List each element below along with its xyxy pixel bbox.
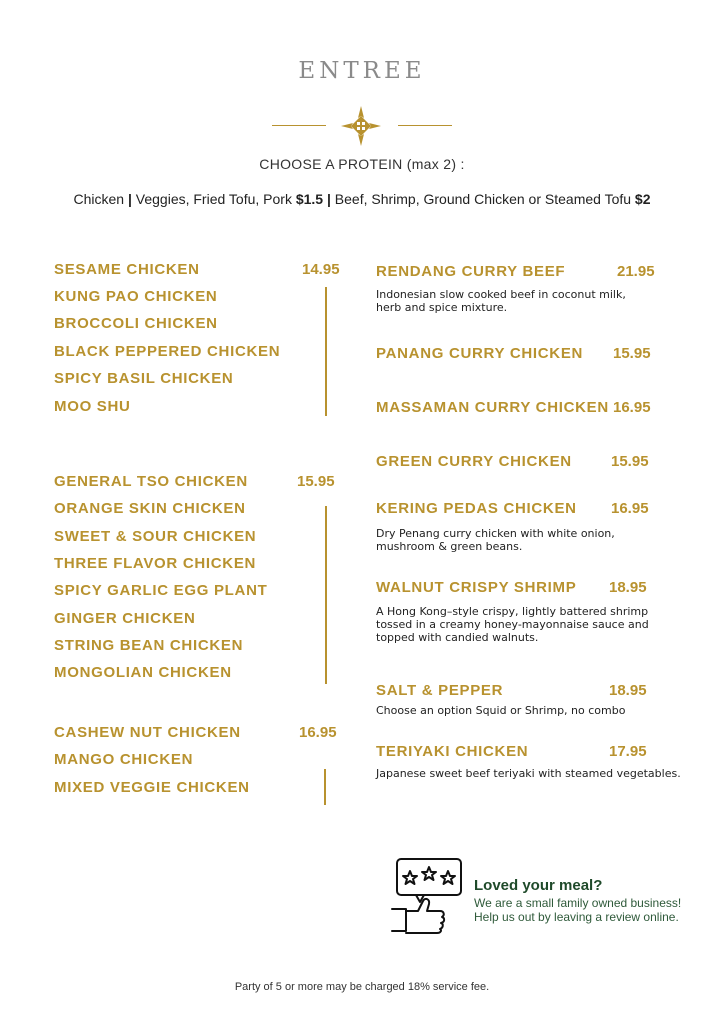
menu-item: SWEET & SOUR CHICKEN — [54, 528, 257, 545]
menu-item: SALT & PEPPER — [376, 682, 504, 699]
menu-item: STRING BEAN CHICKEN — [54, 637, 244, 654]
menu-item: TERIYAKI CHICKEN — [376, 743, 529, 760]
group-price: 15.95 — [297, 473, 335, 490]
price-bracket-line — [325, 506, 327, 684]
group-price: 14.95 — [302, 261, 340, 278]
menu-item: SPICY GARLIC EGG PLANT — [54, 582, 268, 599]
menu-item: MIXED VEGGIE CHICKEN — [54, 779, 250, 796]
menu-item: GENERAL TSO CHICKEN — [54, 473, 248, 490]
item-price: 15.95 — [613, 345, 651, 362]
protein-group-3: Beef, Shrimp, Ground Chicken or Steamed Tofu — [334, 191, 632, 207]
menu-item: GINGER CHICKEN — [54, 610, 196, 627]
menu-item: SPICY BASIL CHICKEN — [54, 370, 234, 387]
ornament-icon — [340, 105, 382, 147]
review-stars-thumbs-up-icon — [390, 857, 466, 935]
menu-item: CASHEW NUT CHICKEN — [54, 724, 241, 741]
description-line: Choose an option Squid or Shrimp, no combo — [376, 704, 626, 717]
description-line: A Hong Kong–style crispy, lightly battered shrimp — [376, 605, 649, 618]
description-line: tossed in a creamy honey-mayonnaise sauce and — [376, 618, 649, 631]
menu-item: SESAME CHICKEN — [54, 261, 200, 278]
item-description — [376, 527, 615, 553]
item-price: 17.95 — [609, 743, 647, 760]
review-heading: Loved your meal? — [474, 877, 603, 894]
protein-instruction: CHOOSE A PROTEIN (max 2) : — [259, 156, 465, 172]
review-message — [474, 896, 681, 924]
price-bracket-line — [324, 769, 326, 805]
divider-right — [398, 125, 452, 126]
review-line: Help us out by leaving a review online. — [474, 910, 679, 924]
divider-left — [272, 125, 326, 126]
menu-item: MOO SHU — [54, 398, 131, 415]
menu-item: KUNG PAO CHICKEN — [54, 288, 218, 305]
menu-item: PANANG CURRY CHICKEN — [376, 345, 584, 362]
menu-item: ORANGE SKIN CHICKEN — [54, 500, 246, 517]
menu-item: MASSAMAN CURRY CHICKEN — [376, 399, 609, 416]
description-line: topped with candied walnuts. — [376, 631, 539, 644]
menu-item: WALNUT CRISPY SHRIMP — [376, 579, 577, 596]
item-price: 18.95 — [609, 579, 647, 596]
item-price: 15.95 — [611, 453, 649, 470]
menu-item: BROCCOLI CHICKEN — [54, 315, 218, 332]
protein-group-2-price: $1.5 — [295, 191, 324, 207]
group-price: 16.95 — [299, 724, 337, 741]
service-fee-note: Party of 5 or more may be charged 18% service fee. — [234, 981, 490, 993]
menu-item: KERING PEDAS CHICKEN — [376, 500, 577, 517]
description-line: Japanese sweet beef teriyaki with steamed vegetables. — [376, 767, 681, 780]
separator: | — [326, 191, 331, 207]
protein-group-2: Veggies, Fried Tofu, Pork — [135, 191, 292, 207]
description-line: Indonesian slow cooked beef in coconut milk, — [376, 288, 626, 301]
protein-group-3-price: $2 — [634, 191, 651, 207]
menu-item: MANGO CHICKEN — [54, 751, 194, 768]
item-description — [376, 767, 681, 780]
item-description — [376, 605, 649, 644]
description-line: mushroom & green beans. — [376, 540, 523, 553]
description-line: Dry Penang curry chicken with white onion, — [376, 527, 615, 540]
item-price: 18.95 — [609, 682, 647, 699]
menu-item: THREE FLAVOR CHICKEN — [54, 555, 257, 572]
protein-options — [0, 191, 724, 207]
menu-item: GREEN CURRY CHICKEN — [376, 453, 572, 470]
menu-item: MONGOLIAN CHICKEN — [54, 664, 232, 681]
item-description — [376, 288, 626, 314]
item-price: 16.95 — [611, 500, 649, 517]
menu-item: BLACK PEPPERED CHICKEN — [54, 343, 281, 360]
review-line: We are a small family owned business! — [474, 896, 682, 910]
item-price: 16.95 — [613, 399, 651, 416]
page-title: ENTREE — [298, 58, 426, 84]
protein-chicken: Chicken — [73, 191, 125, 207]
price-bracket-line — [325, 287, 327, 416]
menu-item: RENDANG CURRY BEEF — [376, 263, 566, 280]
description-line: herb and spice mixture. — [376, 301, 508, 314]
item-description — [376, 704, 625, 717]
separator: | — [127, 191, 132, 207]
item-price: 21.95 — [617, 263, 655, 280]
